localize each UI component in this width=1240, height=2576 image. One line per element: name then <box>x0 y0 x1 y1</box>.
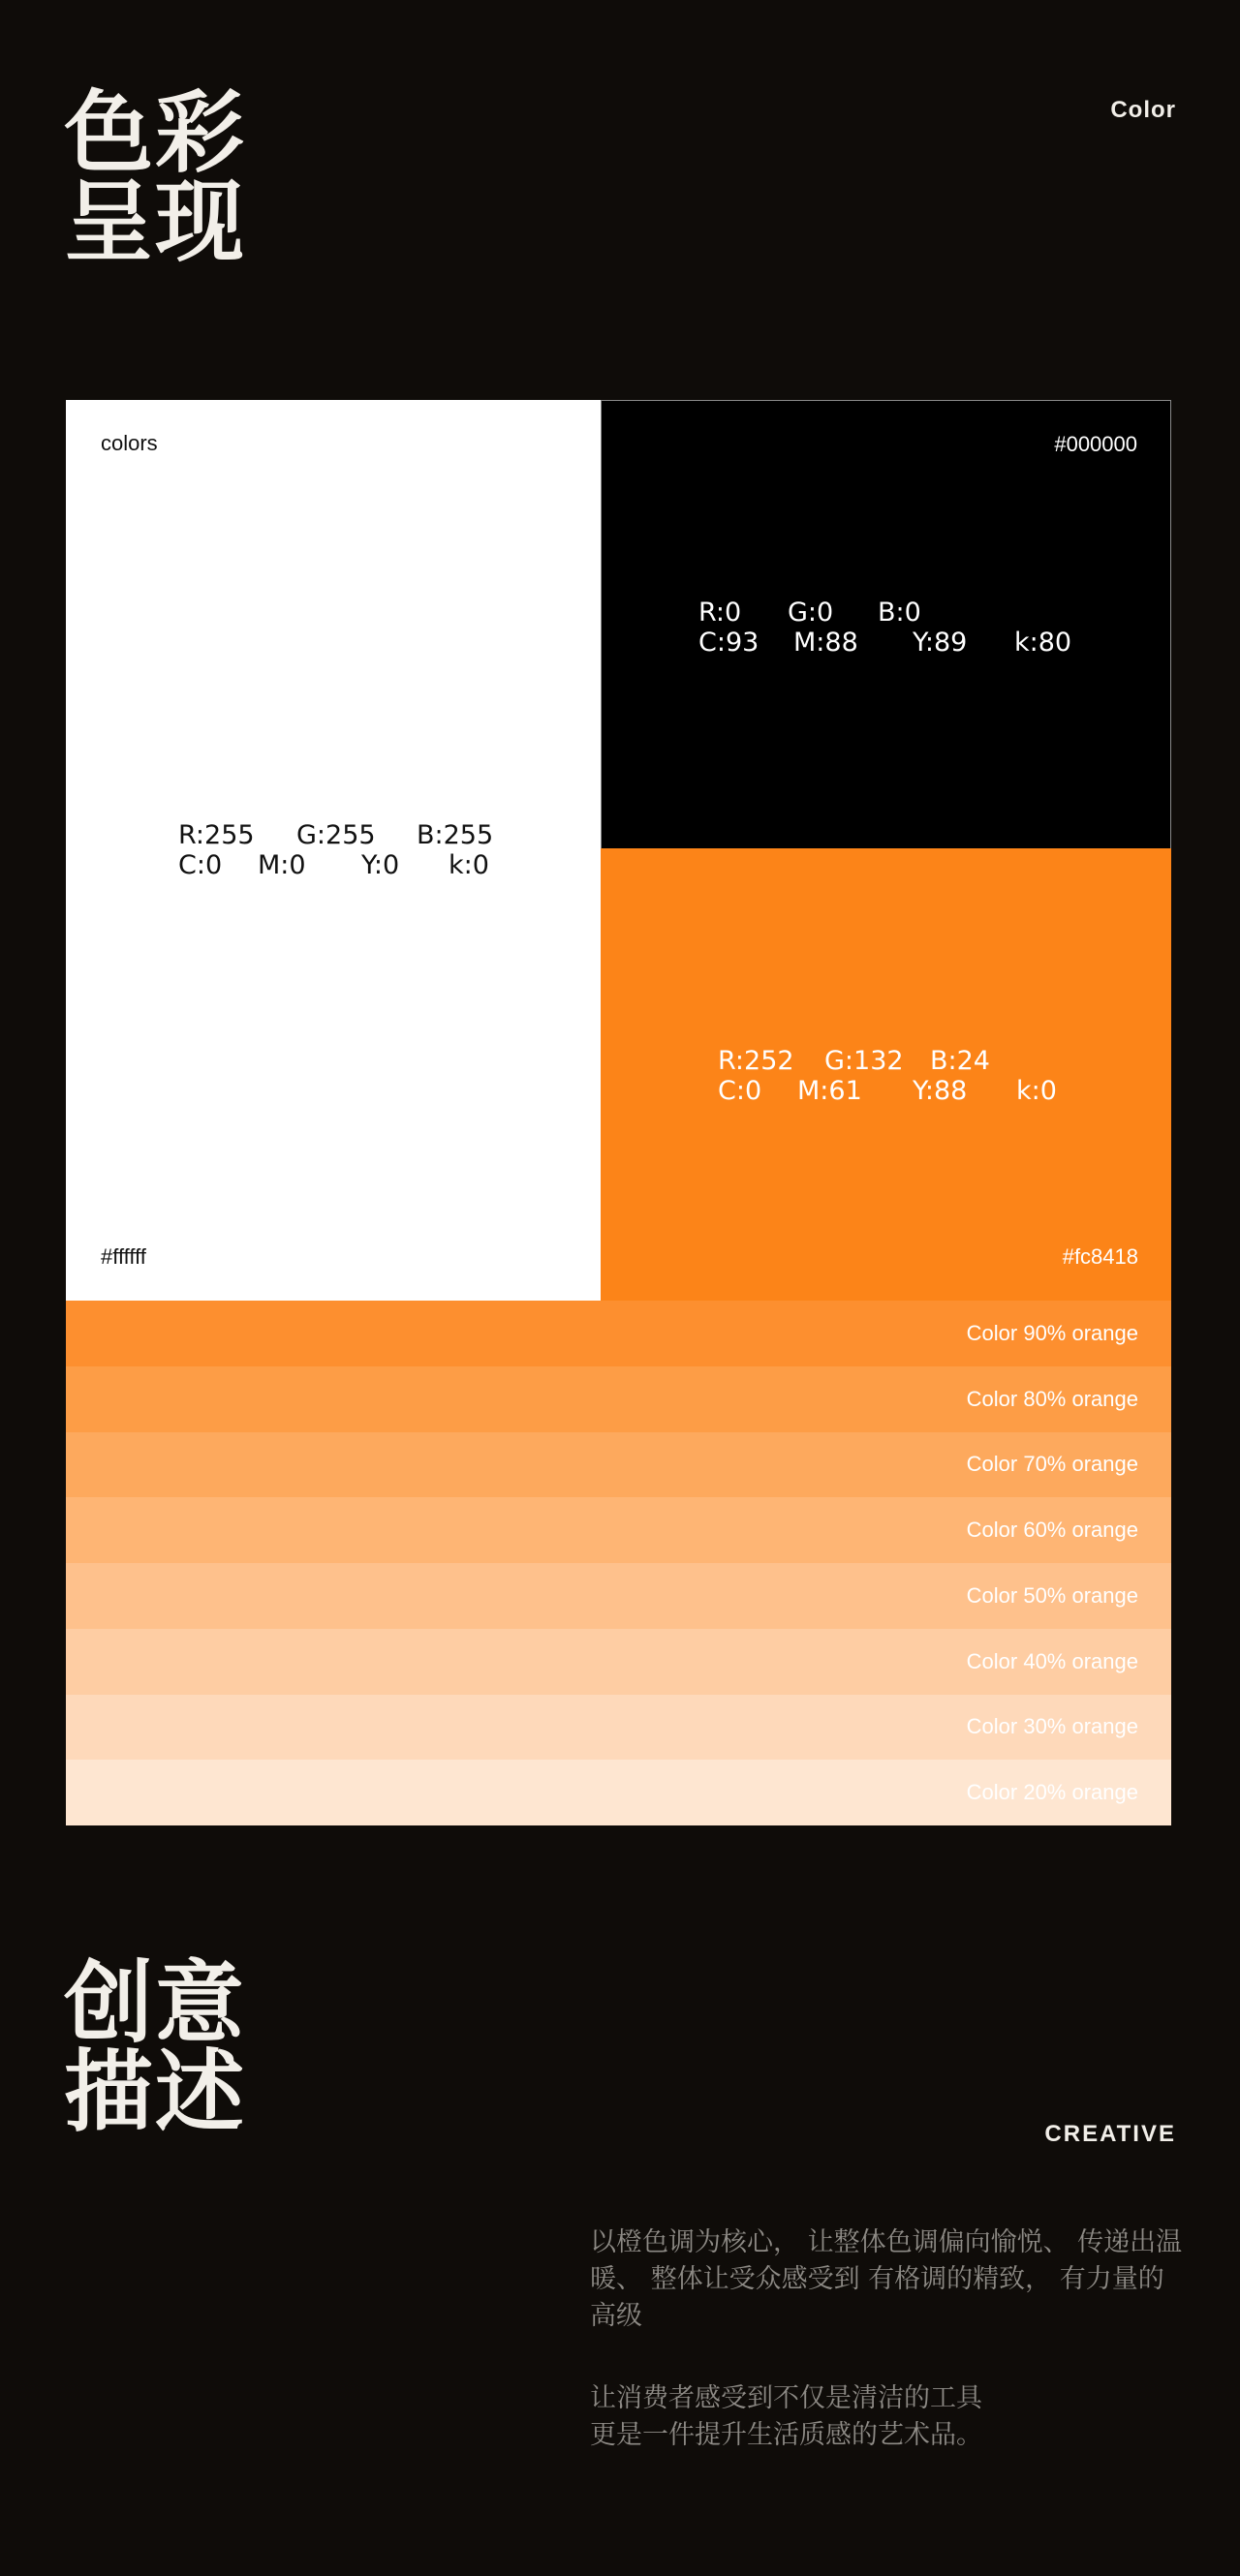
page-title-creative <box>64 1951 247 2144</box>
orange-tint-scale <box>66 1301 1171 1825</box>
white-rgb-row <box>178 820 493 850</box>
white-hex: #ffffff <box>101 1244 146 1269</box>
orange-b: B:24 <box>930 1046 990 1076</box>
orange-m: M:61 <box>797 1076 862 1106</box>
swatch-black <box>601 400 1171 848</box>
orange-values <box>718 1046 1057 1106</box>
title-line-2: 呈现 <box>64 170 247 274</box>
orange-hex: #fc8418 <box>1062 1244 1138 1269</box>
description-paragraph-1: 以橙色调为核心， 让整体色调偏向愉悦、 传递出温暖、 整体让受众感受到 有格调的精致， 有力量的高级 <box>590 2227 1183 2331</box>
tint-label: Color 60% orange <box>966 1518 1138 1543</box>
black-c: C:93 <box>698 628 760 658</box>
white-m: M:0 <box>258 850 306 880</box>
tint-30 <box>66 1695 1171 1761</box>
black-cmyk-row <box>698 628 1071 658</box>
title-line-1: 创意 <box>64 1951 247 2055</box>
black-b: B:0 <box>878 598 921 628</box>
palette-label: colors <box>101 431 158 455</box>
tint-label: Color 70% orange <box>966 1452 1138 1477</box>
black-r: R:0 <box>698 598 742 628</box>
orange-c: C:0 <box>718 1076 762 1106</box>
tint-60 <box>66 1497 1171 1563</box>
tint-label: Color 30% orange <box>966 1714 1138 1739</box>
black-values <box>698 598 1071 658</box>
white-y: Y:0 <box>361 850 400 880</box>
black-rgb-row <box>698 598 1071 628</box>
white-values <box>178 820 493 880</box>
tint-label: Color 50% orange <box>966 1582 1138 1608</box>
orange-cmyk-row <box>718 1076 1057 1106</box>
color-palette <box>66 400 1171 1825</box>
title-line-1: 色彩 <box>64 81 247 185</box>
tint-label: Color 90% orange <box>966 1320 1138 1345</box>
tint-label: Color 40% orange <box>966 1648 1138 1673</box>
white-r: R:255 <box>178 820 255 850</box>
swatch-white <box>66 400 601 1301</box>
description-paragraph-2 <box>590 2380 1183 2454</box>
paragraph-2-line-2: 更是一件提升生活质感的艺术品。 <box>590 2420 982 2450</box>
black-g: G:0 <box>788 598 834 628</box>
black-hex: #000000 <box>1054 432 1137 456</box>
tint-70 <box>66 1432 1171 1498</box>
orange-g: G:132 <box>824 1046 904 1076</box>
tint-50 <box>66 1563 1171 1629</box>
orange-k: k:0 <box>1016 1076 1057 1106</box>
black-y: Y:89 <box>913 628 968 658</box>
title-line-2: 描述 <box>64 2040 247 2144</box>
white-g: G:255 <box>296 820 376 850</box>
page-title-color <box>64 81 247 274</box>
creative-tag: CREATIVE <box>1044 2121 1176 2147</box>
orange-r: R:252 <box>718 1046 794 1076</box>
white-cmyk-row <box>178 850 493 880</box>
tint-90 <box>66 1301 1171 1366</box>
tint-label: Color 20% orange <box>966 1780 1138 1805</box>
tint-20 <box>66 1760 1171 1825</box>
white-k: k:0 <box>449 850 489 880</box>
black-m: M:88 <box>793 628 858 658</box>
orange-rgb-row <box>718 1046 1057 1076</box>
swatch-orange <box>601 848 1171 1301</box>
color-tag: Color <box>1110 97 1176 123</box>
paragraph-2-line-1: 让消费者感受到不仅是清洁的工具 <box>590 2383 982 2413</box>
white-c: C:0 <box>178 850 223 880</box>
tint-40 <box>66 1629 1171 1695</box>
tint-80 <box>66 1366 1171 1432</box>
tint-label: Color 80% orange <box>966 1386 1138 1411</box>
black-k: k:80 <box>1014 628 1072 658</box>
white-b: B:255 <box>417 820 494 850</box>
orange-y: Y:88 <box>913 1076 968 1106</box>
